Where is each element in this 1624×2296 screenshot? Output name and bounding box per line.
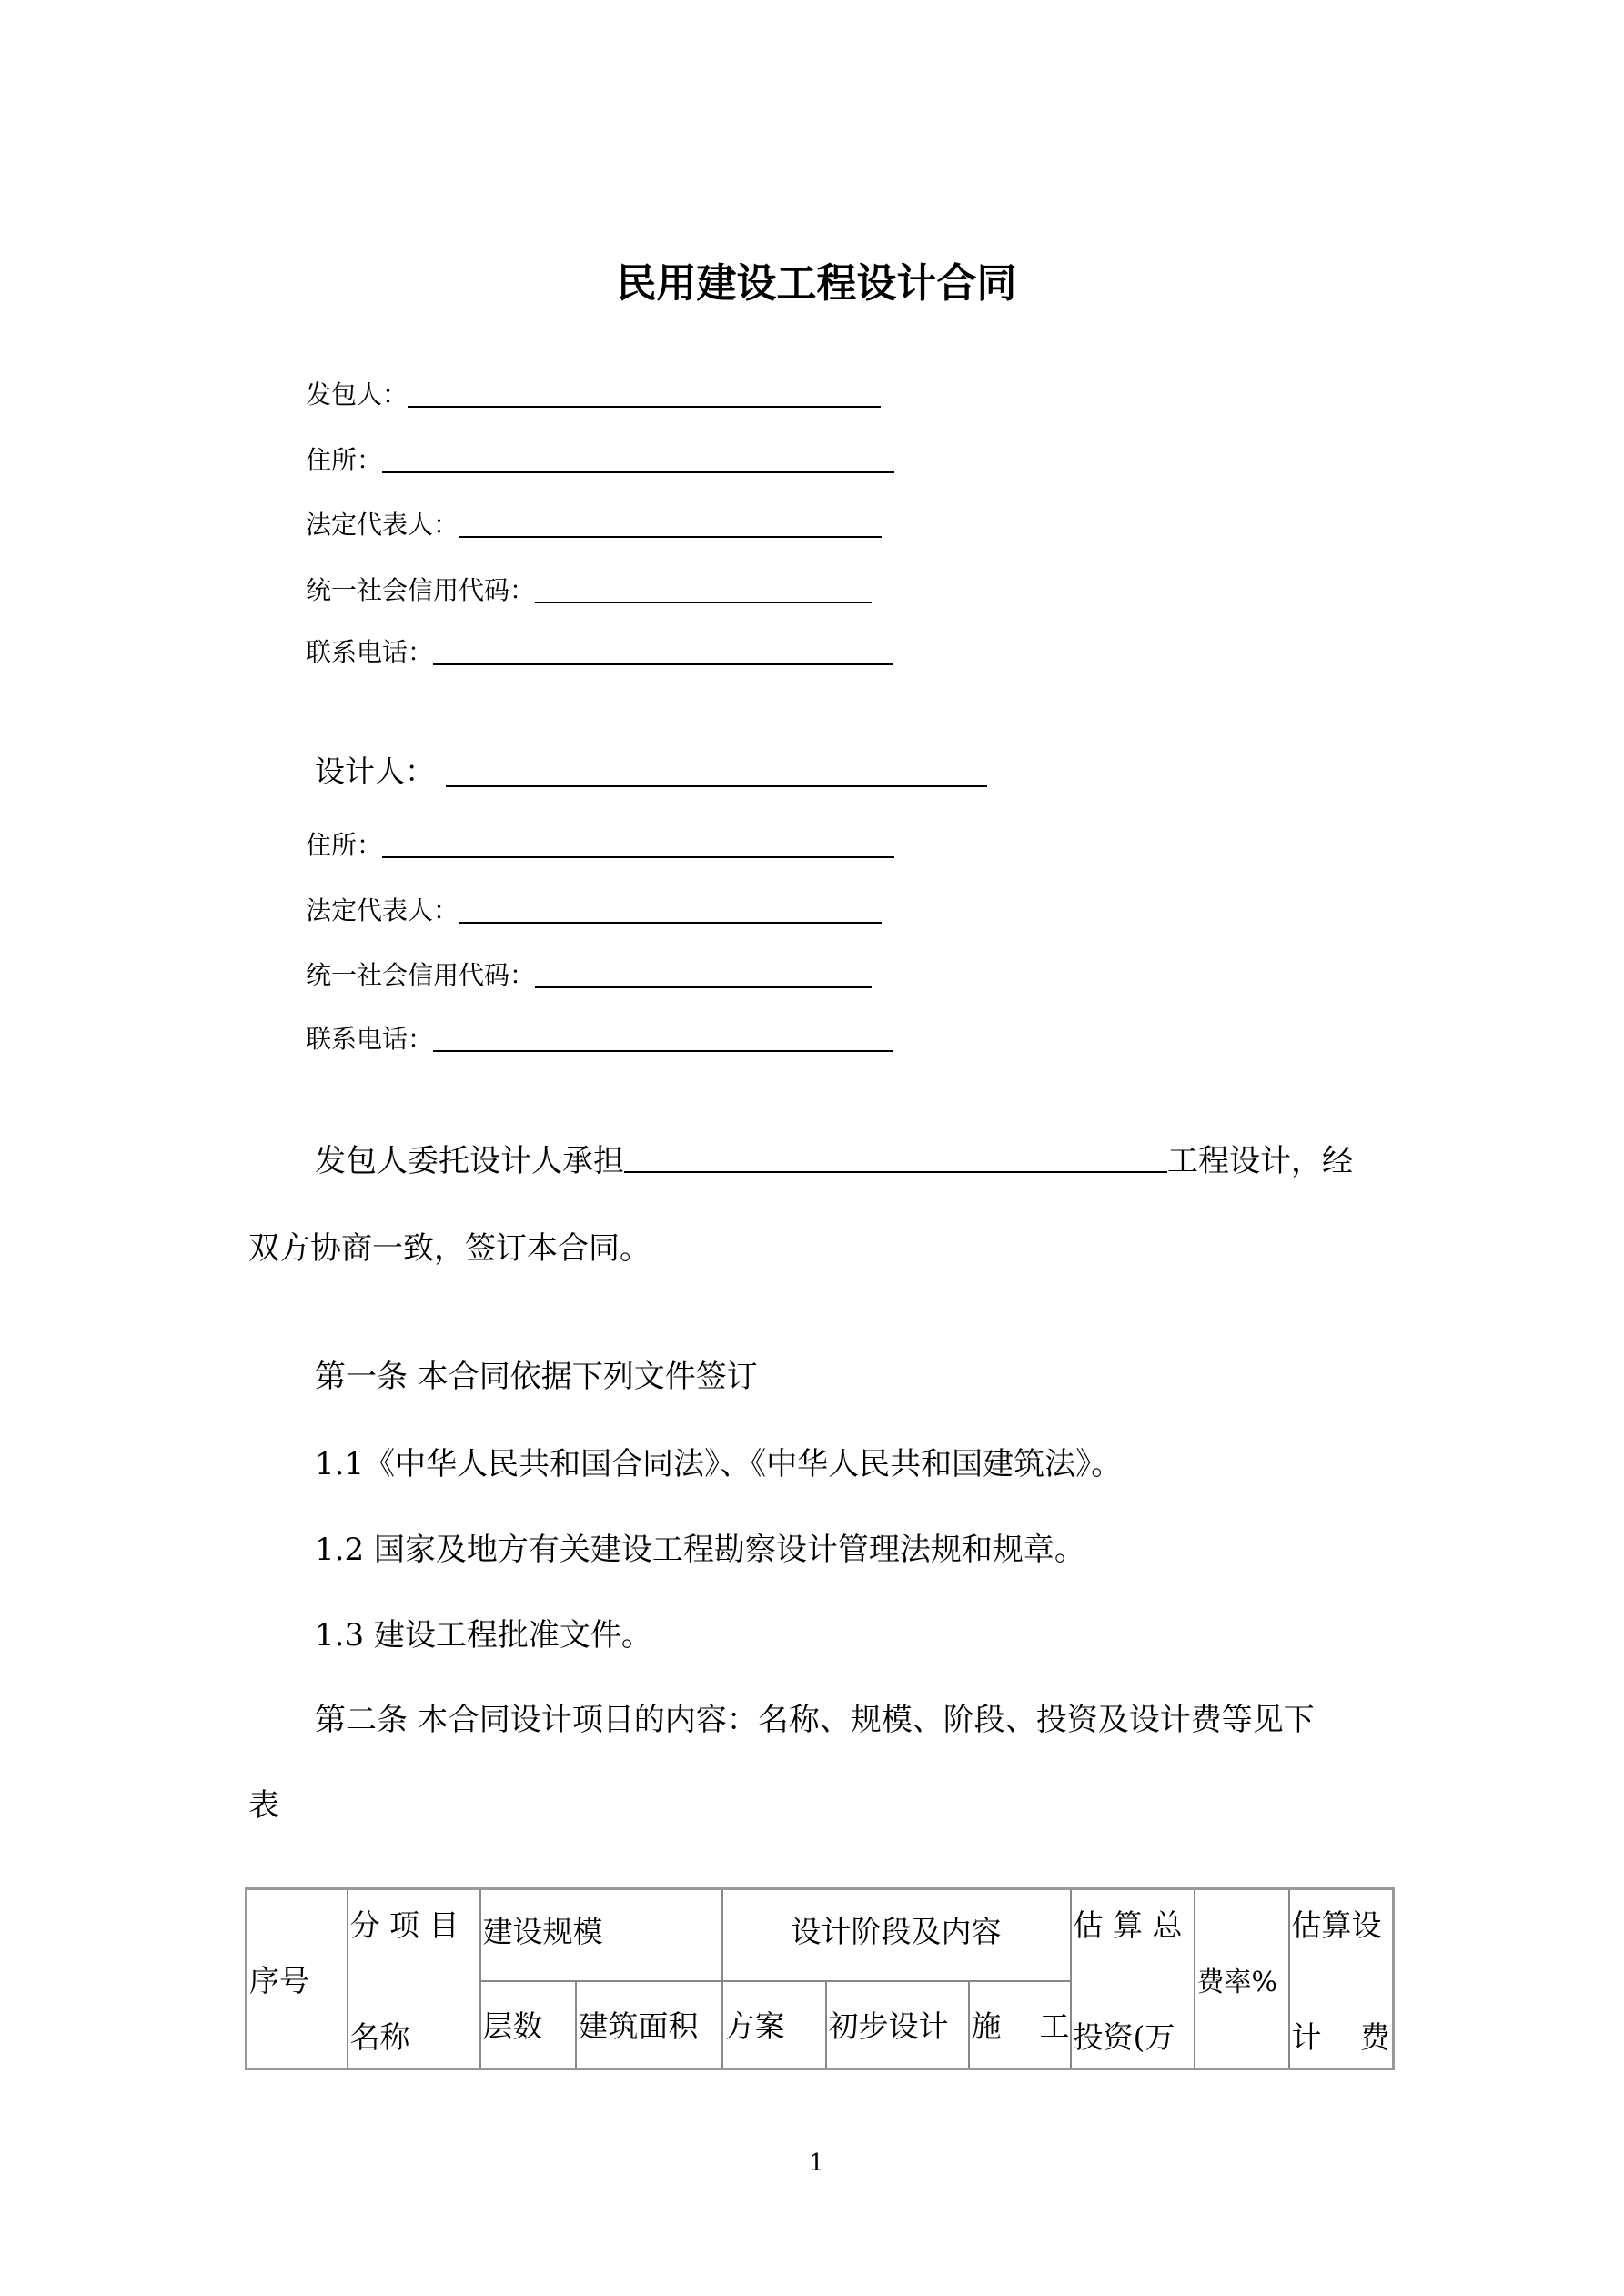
header-scale: 建设规模 (480, 1889, 722, 1981)
designer-name-field (315, 748, 987, 791)
client-phone-field (306, 632, 893, 669)
designer-phone-field (306, 1019, 893, 1056)
header-prelim: 初步设计 (826, 1981, 969, 2069)
blank-line[interactable] (535, 602, 872, 603)
blank-line[interactable] (535, 986, 872, 988)
blank-line[interactable] (382, 856, 894, 858)
label: 法定代表人： (306, 895, 459, 925)
article1-item: 1.2 国家及地方有关建设工程勘察设计管理法规和规章。 (315, 1532, 1085, 1568)
intro-prefix: 发包人委托设计人承担 (315, 1143, 624, 1179)
label: 联系电话： (306, 1024, 434, 1054)
design-items-table (245, 1887, 1395, 2070)
client-address-field (306, 440, 894, 477)
label: 设计人： (315, 754, 435, 789)
article1-item: 1.3 建设工程批准文件。 (315, 1617, 652, 1654)
designer-address-field (306, 825, 894, 862)
blank-line[interactable] (433, 1050, 893, 1052)
intro-line1 (315, 1136, 1353, 1180)
document-title: 民用建设工程设计合同 (616, 260, 1017, 307)
blank-line[interactable] (382, 471, 894, 473)
header-scheme: 方案 (722, 1981, 826, 2069)
project-name-blank[interactable] (624, 1171, 1167, 1173)
header-text: 估算设 (1291, 1907, 1382, 1943)
designer-credit-code-field (306, 956, 872, 992)
label: 住所： (306, 830, 383, 860)
header-fee (1289, 1889, 1394, 2069)
label: 发包人： (306, 379, 409, 410)
header-construction: 施 工 (969, 1981, 1071, 2069)
header-text: 分 项 目 (349, 1907, 459, 1943)
header-floors: 层数 (480, 1981, 576, 2069)
label: 法定代表人： (306, 510, 459, 540)
header-text: 估 算 总 (1073, 1907, 1183, 1943)
label: 统一社会信用代码： (306, 575, 536, 605)
article2-heading-cont: 表 (248, 1787, 279, 1824)
blank-line[interactable] (408, 406, 881, 408)
article2-heading: 第二条 本合同设计项目的内容：名称、规模、阶段、投资及设计费等见下 (315, 1702, 1315, 1738)
blank-line[interactable] (433, 663, 893, 665)
article1-item: 1.1《中华人民共和国合同法》、《中华人民共和国建筑法》。 (315, 1446, 1123, 1482)
header-text: 计 费 (1291, 2018, 1390, 2055)
label: 统一社会信用代码： (306, 960, 536, 990)
header-item-name (348, 1889, 480, 2069)
page-number: 1 (809, 2149, 824, 2177)
label: 住所： (306, 445, 383, 475)
designer-legal-rep-field (306, 891, 882, 927)
header-rate: 费率% (1195, 1889, 1289, 2069)
client-credit-code-field (306, 571, 872, 607)
client-legal-rep-field (306, 505, 882, 541)
client-name-field (306, 375, 881, 411)
article1-heading: 第一条 本合同依据下列文件签订 (315, 1359, 758, 1395)
header-text: 投资(万 (1073, 2018, 1175, 2055)
label: 联系电话： (306, 637, 434, 667)
header-text: 名称 (349, 2018, 410, 2055)
header-investment (1071, 1889, 1195, 2069)
blank-line[interactable] (446, 785, 987, 787)
intro-suffix: 工程设计，经 (1167, 1143, 1353, 1179)
blank-line[interactable] (459, 922, 882, 924)
header-seq: 序号 (247, 1889, 348, 2069)
header-area: 建筑面积 (576, 1981, 722, 2069)
intro-line2: 双方协商一致，签订本合同。 (248, 1230, 651, 1267)
blank-line[interactable] (459, 536, 882, 538)
header-stage: 设计阶段及内容 (722, 1889, 1071, 1981)
